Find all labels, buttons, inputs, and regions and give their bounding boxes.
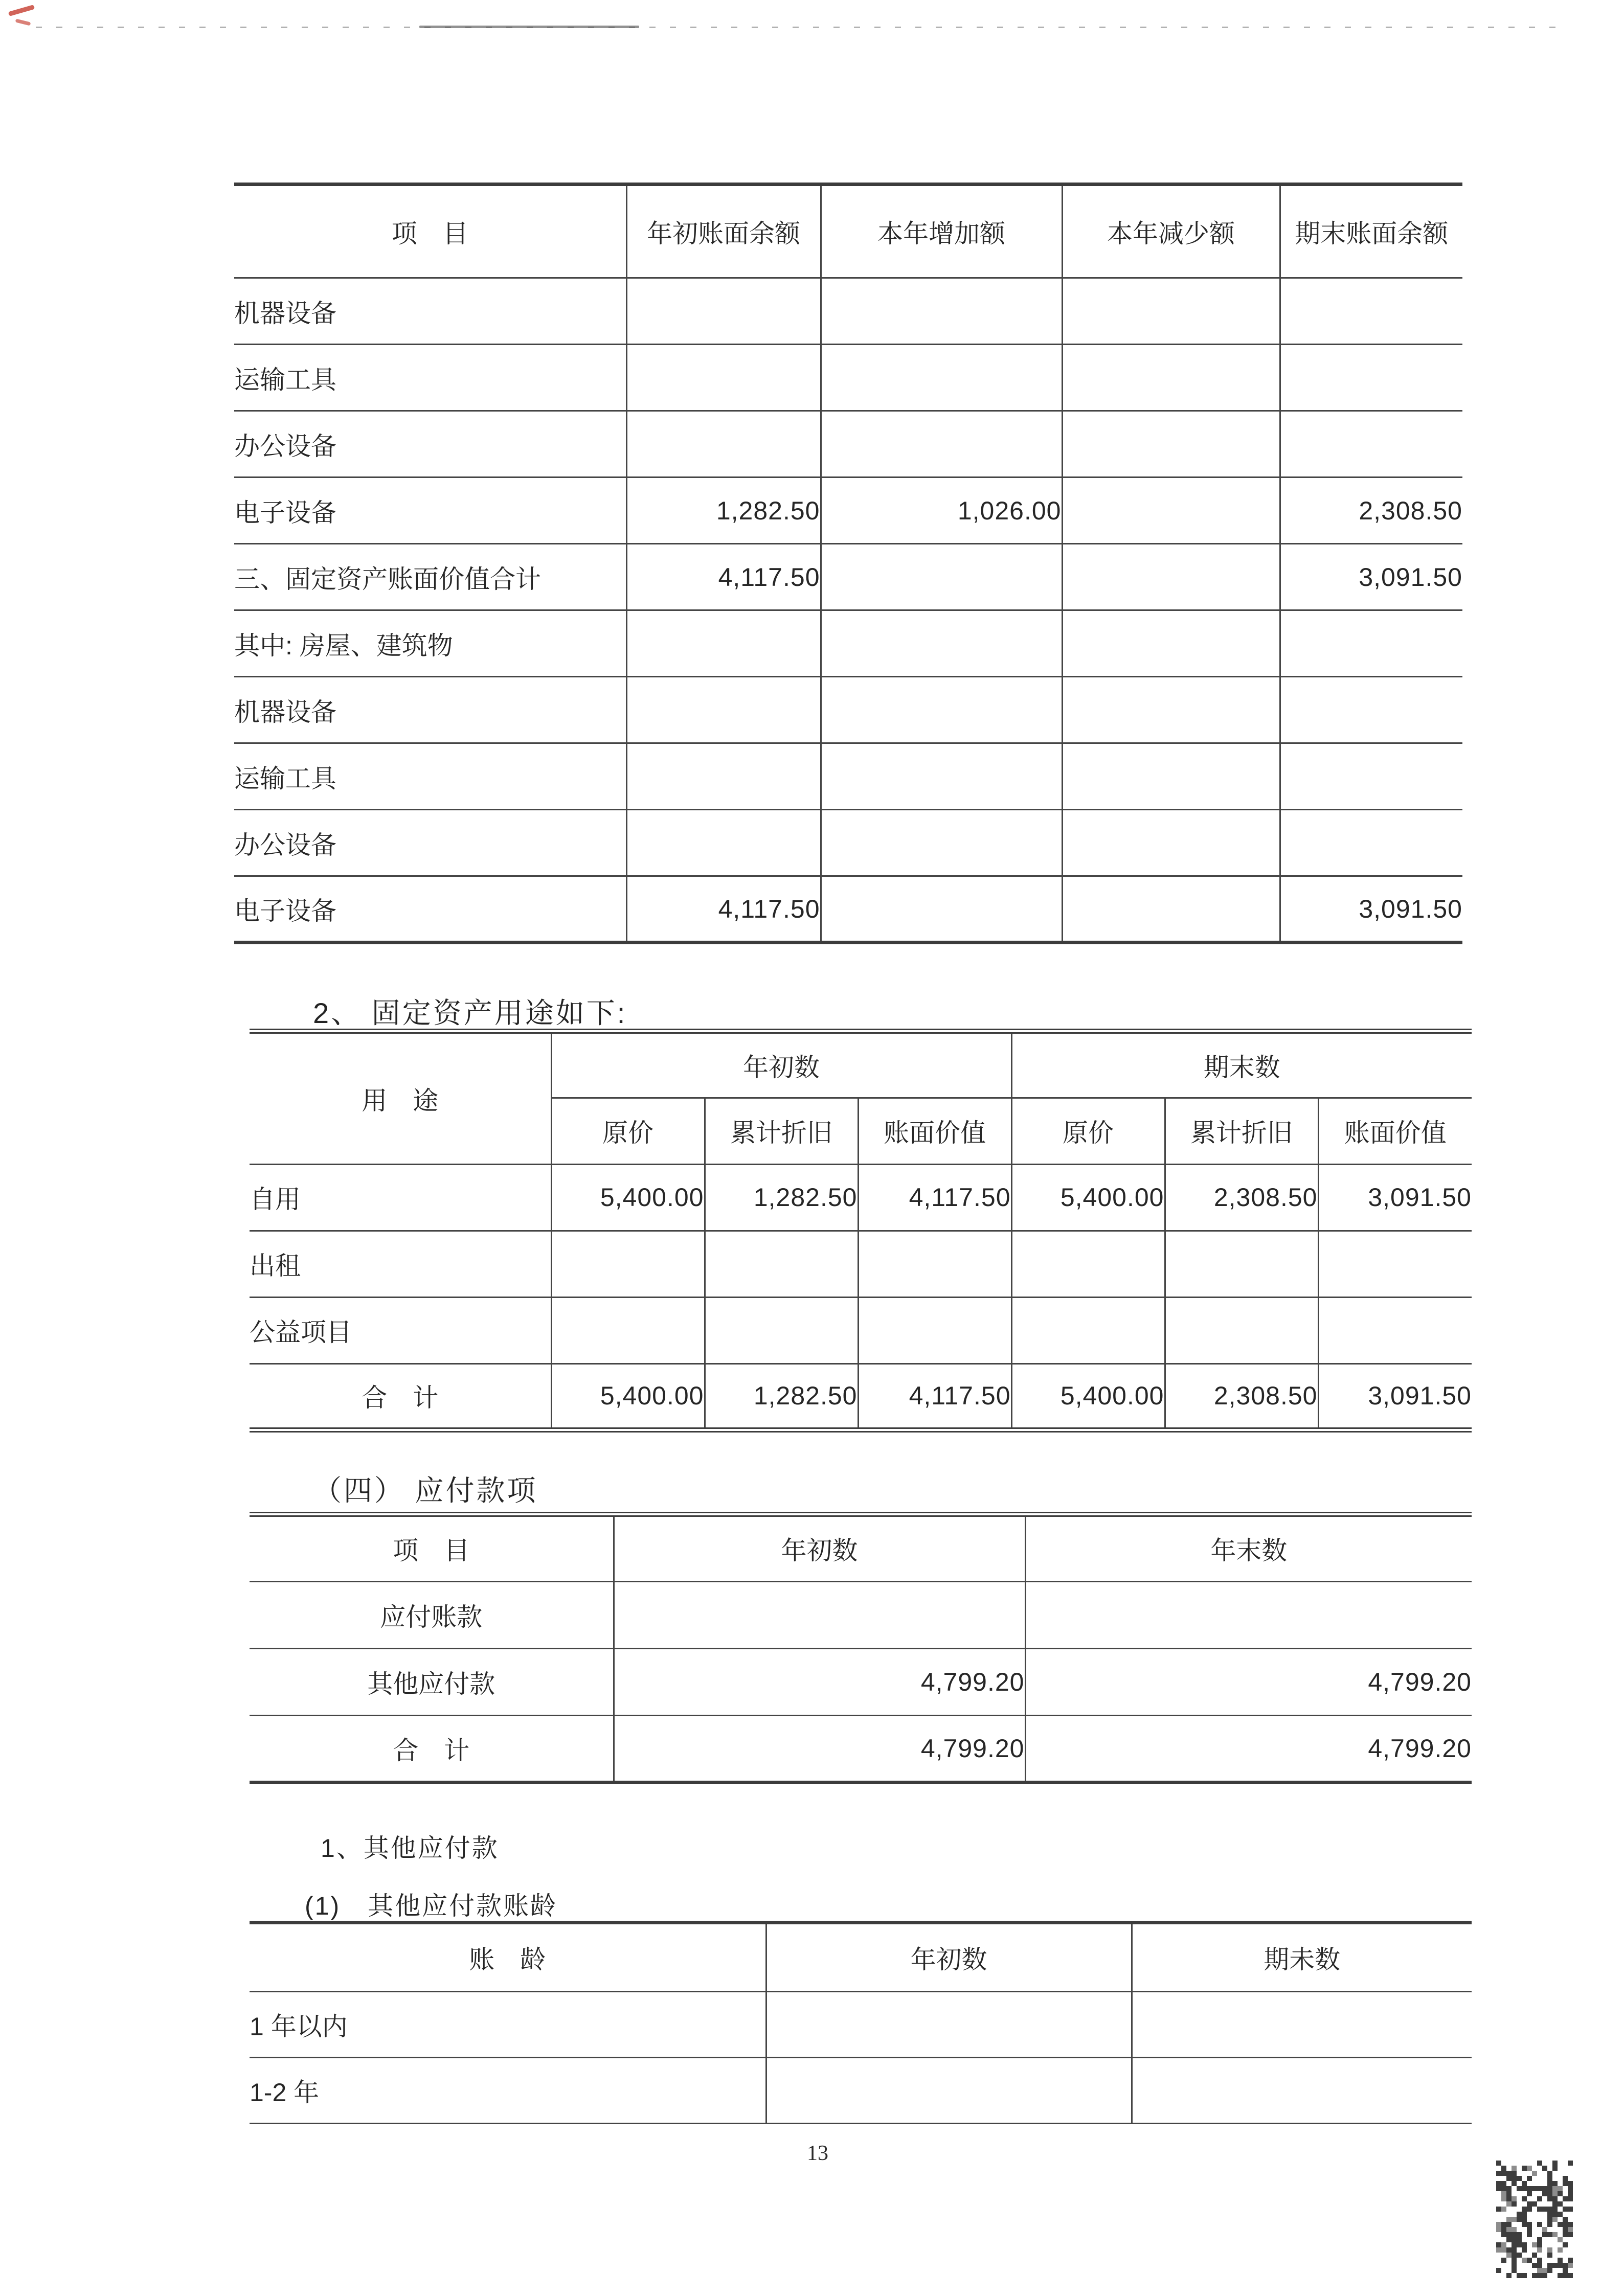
cell — [821, 876, 1062, 943]
cell — [626, 743, 821, 810]
payables-table — [250, 1512, 1472, 1784]
sub-header-accumulated-depreciation: 累计折旧 — [705, 1098, 858, 1164]
cell — [626, 677, 821, 743]
sub-header-original-cost: 原价 — [1011, 1098, 1165, 1164]
row-label: 办公设备 — [234, 411, 626, 478]
cell — [1062, 478, 1280, 544]
cell — [1280, 411, 1462, 478]
cell — [614, 1581, 1025, 1648]
sub-header-book-value: 账面价值 — [1318, 1098, 1472, 1164]
row-label: 1 年以内 — [250, 1992, 766, 2058]
cell — [821, 278, 1062, 345]
cell: 5,400.00 — [1011, 1164, 1165, 1231]
cell — [1025, 1581, 1472, 1648]
usage-section-title: 2、 固定资产用途如下: — [313, 997, 627, 1029]
payables-section-title: （四） 应付款项 — [313, 1474, 538, 1507]
row-label: 合 计 — [250, 1715, 614, 1782]
row-label: 运输工具 — [234, 743, 626, 810]
page-number: 13 — [807, 2142, 828, 2165]
column-header-beginning-balance: 年初账面余额 — [626, 185, 821, 278]
cell: 3,091.50 — [1318, 1164, 1472, 1231]
cell — [766, 1992, 1132, 2058]
row-label: 出租 — [250, 1231, 551, 1297]
header-row — [234, 185, 1462, 278]
sub-header-book-value: 账面价值 — [858, 1098, 1011, 1164]
cell — [1062, 743, 1280, 810]
cell: 3,091.50 — [1280, 544, 1462, 610]
cell — [1062, 810, 1280, 876]
table-row — [234, 810, 1462, 876]
cell — [821, 544, 1062, 610]
table-row — [250, 1648, 1472, 1715]
table-row-total — [250, 1715, 1472, 1782]
cell — [1011, 1297, 1165, 1363]
column-header-aging: 账 龄 — [250, 1923, 766, 1992]
table-row — [234, 478, 1462, 544]
cell: 4,117.50 — [858, 1363, 1011, 1430]
table-row — [234, 610, 1462, 677]
scan-artifact-dark-segment — [419, 26, 639, 28]
cell — [821, 411, 1062, 478]
cell — [1280, 610, 1462, 677]
cell — [1062, 278, 1280, 345]
cell: 4,799.20 — [614, 1648, 1025, 1715]
cell — [1062, 544, 1280, 610]
table-row-total — [250, 1363, 1472, 1430]
column-header-usage: 用 途 — [250, 1031, 551, 1164]
table-row — [234, 345, 1462, 411]
cell — [821, 810, 1062, 876]
cell: 5,400.00 — [551, 1164, 705, 1231]
header-row — [250, 1923, 1472, 1992]
cell — [1062, 610, 1280, 677]
cell — [1165, 1297, 1318, 1363]
row-label: 机器设备 — [234, 677, 626, 743]
cell: 1,282.50 — [705, 1363, 858, 1430]
row-label: 电子设备 — [234, 876, 626, 943]
red-pen-mark — [15, 18, 31, 26]
cell: 1,282.50 — [705, 1164, 858, 1231]
cell — [1280, 677, 1462, 743]
cell — [821, 677, 1062, 743]
cell — [858, 1297, 1011, 1363]
cell: 3,091.50 — [1280, 876, 1462, 943]
table-row — [250, 1581, 1472, 1648]
row-label: 办公设备 — [234, 810, 626, 876]
column-header-item: 项 目 — [250, 1514, 614, 1581]
column-header-ending-balance: 期末账面余额 — [1280, 185, 1462, 278]
cell: 5,400.00 — [551, 1363, 705, 1430]
cell: 4,799.20 — [614, 1715, 1025, 1782]
column-header-item: 项 目 — [234, 185, 626, 278]
cell — [1280, 345, 1462, 411]
cell: 5,400.00 — [1011, 1363, 1165, 1430]
column-header-period-end: 期未数 — [1132, 1923, 1472, 1992]
table-row — [234, 411, 1462, 478]
column-header-decrease: 本年减少额 — [1062, 185, 1280, 278]
cell — [766, 2058, 1132, 2124]
row-label: 电子设备 — [234, 478, 626, 544]
usage-table — [250, 1029, 1472, 1433]
note-other-payables: 1、其他应付款 — [321, 1834, 499, 1862]
cell: 4,117.50 — [626, 876, 821, 943]
row-label: 1-2 年 — [250, 2058, 766, 2124]
cell — [1062, 411, 1280, 478]
cell — [1280, 278, 1462, 345]
cell — [1318, 1297, 1472, 1363]
cell: 4,117.50 — [626, 544, 821, 610]
cell — [1165, 1231, 1318, 1297]
cell: 4,117.50 — [858, 1164, 1011, 1231]
column-header-increase: 本年增加额 — [821, 185, 1062, 278]
cell — [705, 1297, 858, 1363]
sub-header-original-cost: 原价 — [551, 1098, 705, 1164]
cell: 4,799.20 — [1025, 1648, 1472, 1715]
cell: 4,799.20 — [1025, 1715, 1472, 1782]
table-row — [250, 2058, 1472, 2124]
table-row — [250, 1164, 1472, 1231]
cell — [1280, 810, 1462, 876]
row-label: 三、固定资产账面价值合计 — [234, 544, 626, 610]
cell — [858, 1231, 1011, 1297]
column-header-year-end: 年末数 — [1025, 1514, 1472, 1581]
cell — [1062, 345, 1280, 411]
header-row — [250, 1514, 1472, 1581]
cell — [551, 1231, 705, 1297]
cell — [626, 610, 821, 677]
row-label: 应付账款 — [250, 1581, 614, 1648]
cell — [1062, 876, 1280, 943]
cell: 2,308.50 — [1165, 1164, 1318, 1231]
column-header-beginning: 年初数 — [614, 1514, 1025, 1581]
cell — [705, 1231, 858, 1297]
table-row — [234, 743, 1462, 810]
table-row — [234, 876, 1462, 943]
cell — [626, 810, 821, 876]
table-row — [234, 677, 1462, 743]
qr-code — [1496, 2161, 1573, 2280]
group-header-ending: 期末数 — [1011, 1031, 1472, 1098]
cell — [821, 610, 1062, 677]
row-label: 其中: 房屋、建筑物 — [234, 610, 626, 677]
table-row — [250, 1231, 1472, 1297]
cell: 2,308.50 — [1165, 1363, 1318, 1430]
cell — [626, 345, 821, 411]
cell — [1318, 1231, 1472, 1297]
column-header-beginning: 年初数 — [766, 1923, 1132, 1992]
table-row — [234, 278, 1462, 345]
cell — [1280, 743, 1462, 810]
row-label: 公益项目 — [250, 1297, 551, 1363]
scan-artifact-line — [36, 27, 1565, 28]
cell — [1011, 1231, 1165, 1297]
note-other-payables-aging: (1) 其他应付款账龄 — [305, 1892, 558, 1920]
cell — [1132, 2058, 1472, 2124]
table-row — [250, 1992, 1472, 2058]
sub-header-accumulated-depreciation: 累计折旧 — [1165, 1098, 1318, 1164]
table-row — [250, 1297, 1472, 1363]
row-label: 机器设备 — [234, 278, 626, 345]
cell — [626, 411, 821, 478]
row-label: 其他应付款 — [250, 1648, 614, 1715]
header-row-groups — [250, 1031, 1472, 1098]
group-header-beginning: 年初数 — [551, 1031, 1011, 1098]
row-label: 运输工具 — [234, 345, 626, 411]
row-label: 合 计 — [250, 1363, 551, 1430]
row-label: 自用 — [250, 1164, 551, 1231]
fixed-assets-table — [234, 183, 1462, 944]
cell — [626, 278, 821, 345]
cell: 1,026.00 — [821, 478, 1062, 544]
cell: 2,308.50 — [1280, 478, 1462, 544]
cell — [821, 743, 1062, 810]
cell — [821, 345, 1062, 411]
cell — [1132, 1992, 1472, 2058]
red-pen-mark — [8, 5, 35, 16]
aging-table — [250, 1921, 1472, 2124]
cell — [1062, 677, 1280, 743]
table-row-total — [234, 544, 1462, 610]
cell — [551, 1297, 705, 1363]
cell: 1,282.50 — [626, 478, 821, 544]
cell: 3,091.50 — [1318, 1363, 1472, 1430]
